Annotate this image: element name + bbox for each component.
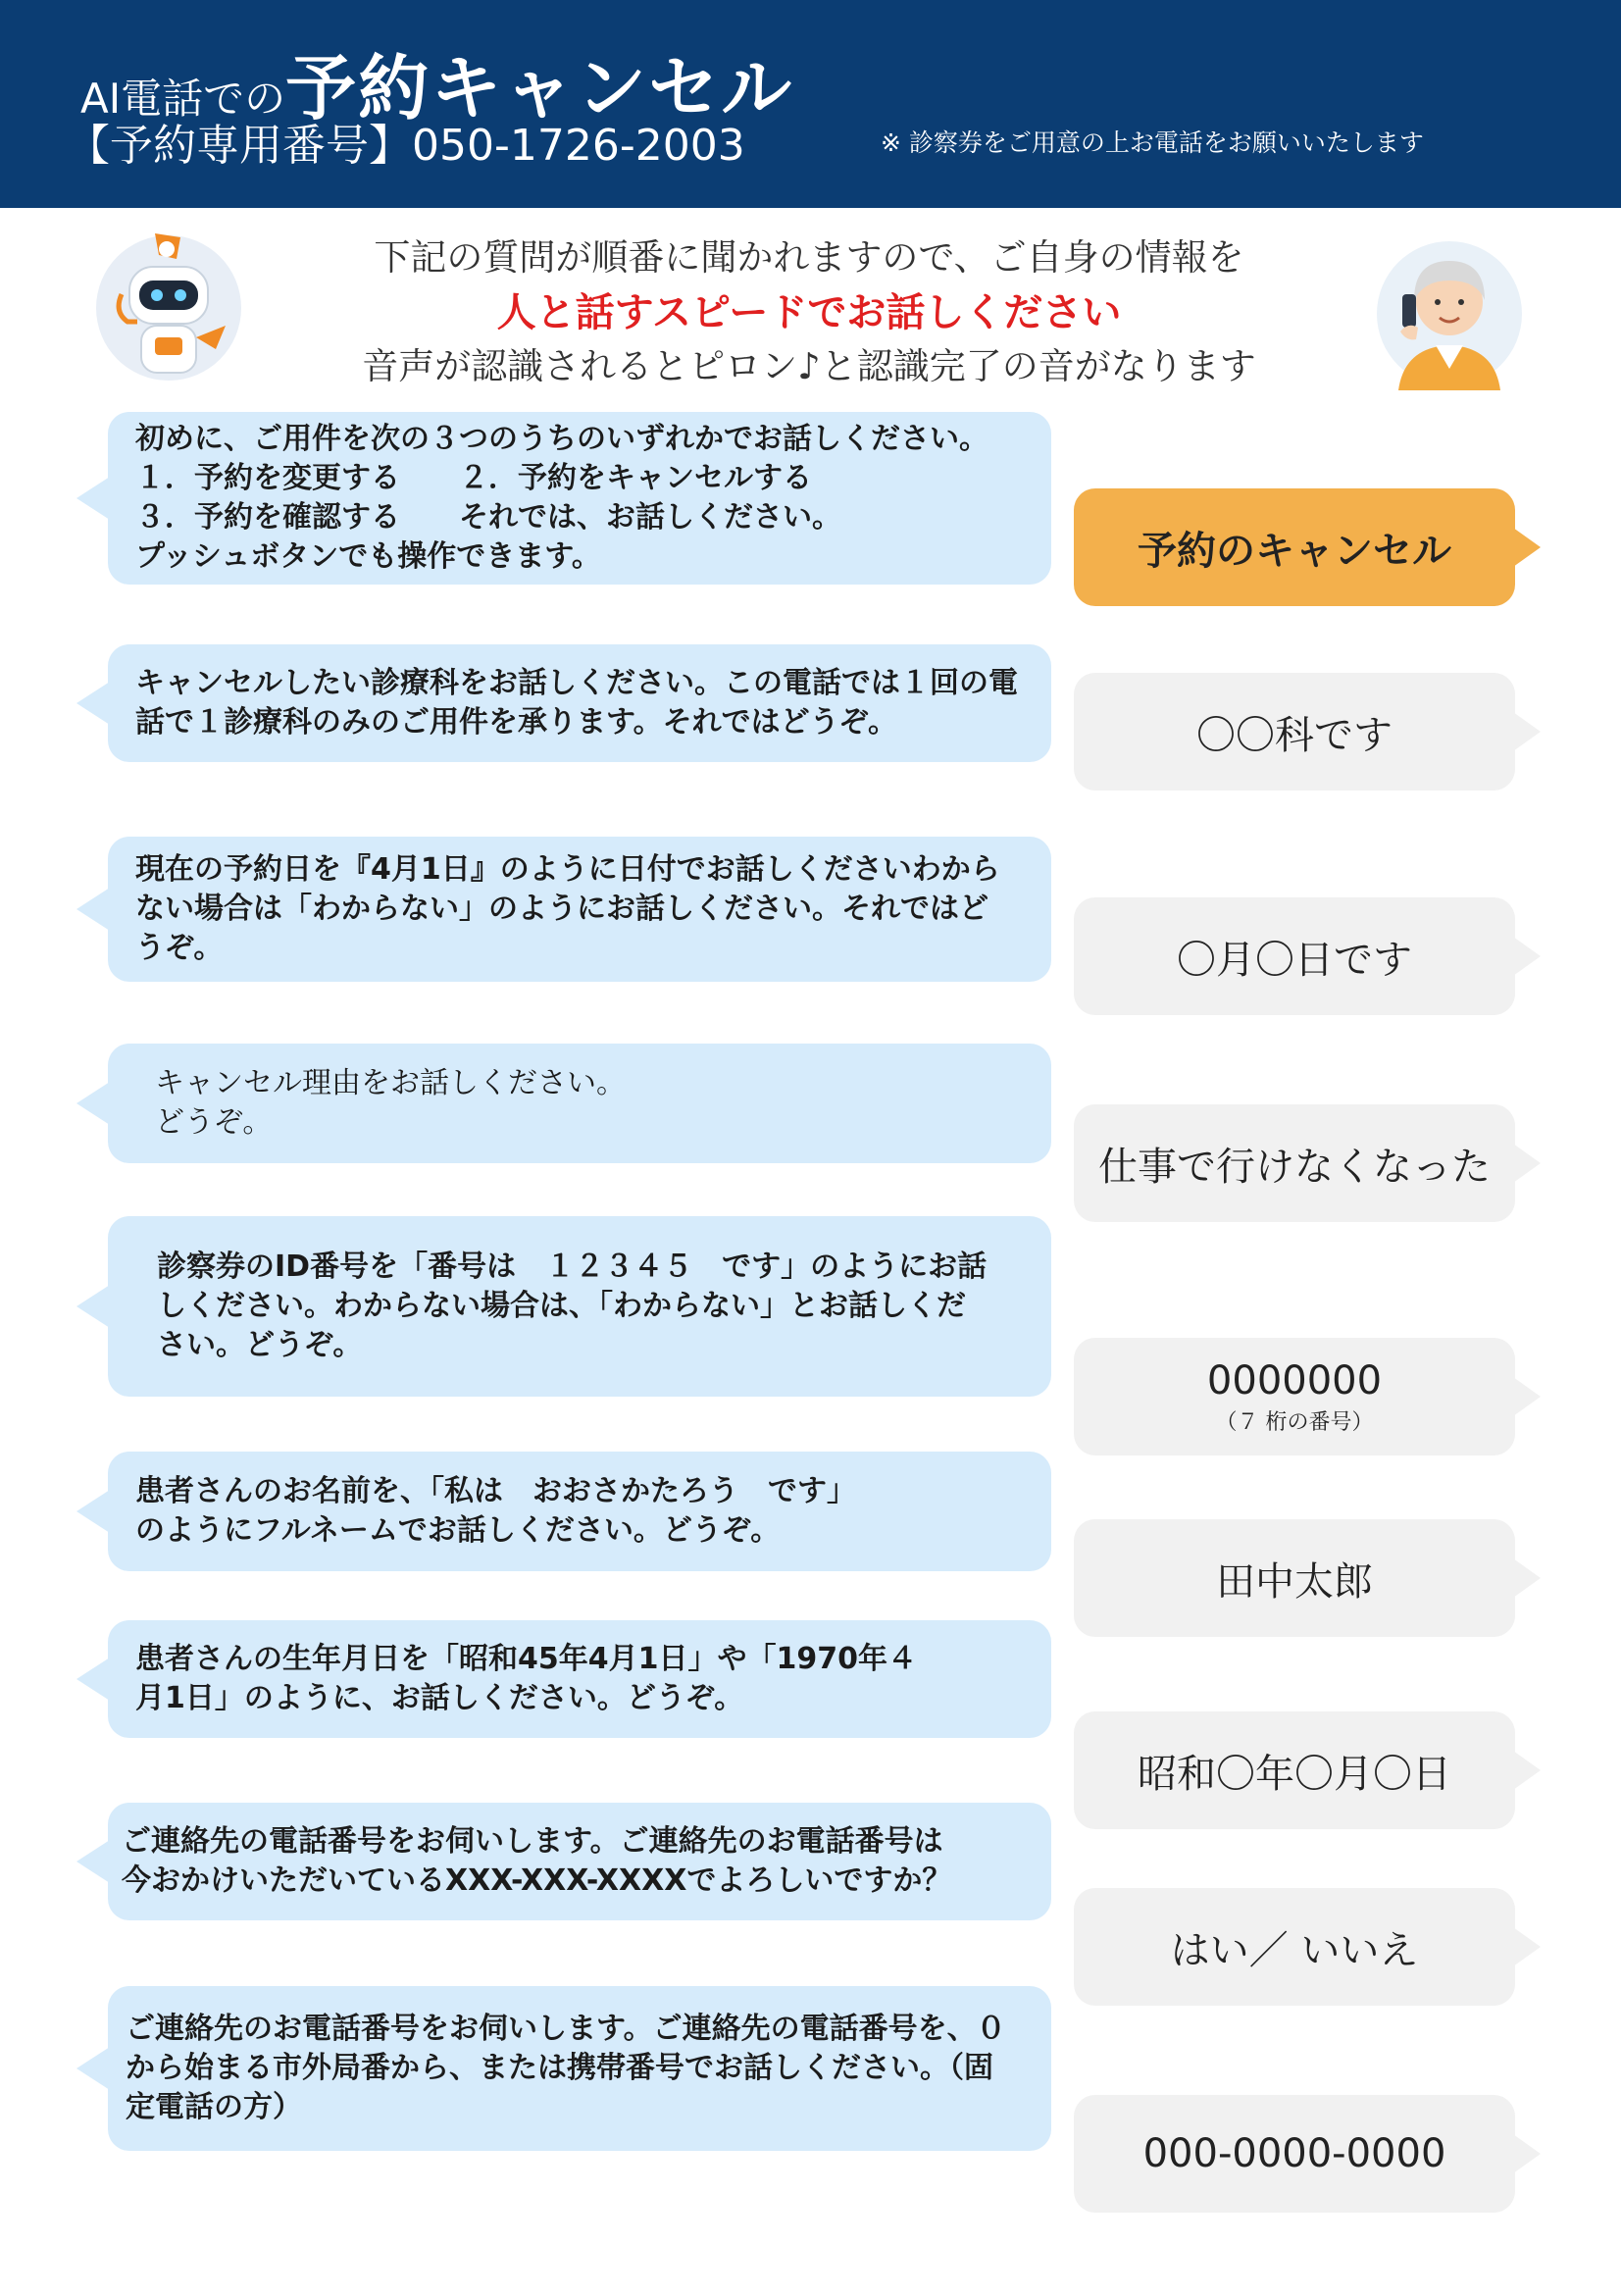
answer-subtext: （７ 桁の番号） [1215, 1409, 1374, 1435]
question-line: 患者さんのお名前を、「私は おおさかたろう です」 [135, 1474, 856, 1508]
answer-text: 000-0000-0000 [1142, 2131, 1446, 2176]
question-line: 診察券のID番号を「番号は １２３４５ です」のようにお話 [157, 1250, 988, 1284]
title-main: 予約キャンセル [285, 47, 794, 129]
answer-text: 0000000 [1206, 1357, 1383, 1403]
question-line: 患者さんの生年月日を「昭和45年4月1日」や「1970年４ [135, 1642, 917, 1676]
answer-text: 〇〇科です [1196, 712, 1393, 758]
question-bubble-5 [108, 1216, 1051, 1397]
answer-text: 仕事で行けなくなった [1098, 1144, 1491, 1190]
intro-line-3: 音声が認識されるとピロン♪と認識完了の音がなります [362, 345, 1256, 387]
question-bubble-1 [108, 412, 1051, 585]
answer-bubble-9 [1074, 2095, 1515, 2213]
question-line: 月1日」のように、お話しください。どうぞ。 [135, 1681, 744, 1715]
question-line: のようにフルネームでお話しください。どうぞ。 [135, 1513, 781, 1548]
answer-text: 昭和〇年〇月〇日 [1138, 1751, 1451, 1797]
answer-text: 田中太郎 [1216, 1558, 1373, 1605]
answer-bubble-3 [1074, 897, 1515, 1015]
question-line: ３．予約を確認する それでは、お話しください。 [135, 500, 841, 535]
question-bubble-6 [108, 1452, 1051, 1571]
reservation-phone-number: 【予約専用番号】050-1726-2003 [67, 121, 745, 171]
answer-bubble-2 [1074, 673, 1515, 791]
header-note: ※ 診察券をご用意の上お電話をお願いいたします [881, 128, 1424, 157]
question-line: ない場合は「わからない」のようにお話しください。それではど [135, 892, 988, 926]
title-prefix: AI電話での [80, 75, 286, 123]
question-line: キャンセルしたい診療科をお話しください。この電話では１回の電 [135, 666, 1018, 700]
question-bubble-4 [108, 1044, 1051, 1163]
question-bubble-7 [108, 1620, 1051, 1738]
intro-line-1: 下記の質問が順番に聞かれますので、ご自身の情報を [374, 236, 1244, 279]
question-line: 現在の予約日を『4月1日』のように日付でお話しくださいわから [135, 852, 1000, 887]
question-bubble-9 [108, 1986, 1051, 2151]
answer-text: 予約のキャンセル [1138, 528, 1451, 574]
question-bubble-3 [108, 837, 1051, 982]
question-line: ご連絡先のお電話番号をお伺いします。ご連絡先の電話番号を、０ [126, 2012, 1006, 2046]
question-line: プッシュボタンでも操作できます。 [135, 539, 601, 574]
intro-line-2: 人と話すスピードでお話しください [496, 290, 1122, 335]
answer-bubble-6 [1074, 1519, 1515, 1637]
answer-bubble-4 [1074, 1104, 1515, 1222]
question-bubble-8 [108, 1803, 1051, 1920]
question-line: ご連絡先の電話番号をお伺いします。ご連絡先のお電話番号は [122, 1824, 943, 1859]
question-line: １．予約を変更する ２．予約をキャンセルする [135, 461, 812, 495]
question-line: しください。わからない場合は、「わからない」とお話しくだ [157, 1289, 966, 1323]
answer-bubble-1 [1074, 488, 1515, 606]
question-line: 今おかけいただいているXXX-XXX-XXXXでよろしいですか？ [122, 1863, 952, 1898]
question-line: 初めに、ご用件を次の３つのうちのいずれかでお話しください。 [135, 422, 988, 456]
question-line: から始まる市外局番から、または携帯番号でお話しください。（固 [126, 2051, 993, 2085]
answer-bubble-8 [1074, 1888, 1515, 2006]
question-line: 定電話の方） [126, 2090, 302, 2124]
answer-bubble-7 [1074, 1711, 1515, 1829]
answer-text: 〇月〇日です [1177, 937, 1412, 983]
question-line: キャンセル理由をお話しください。 [155, 1066, 626, 1100]
answer-text: はい／ いいえ [1170, 1927, 1419, 1973]
question-line: さい。どうぞ。 [157, 1328, 363, 1362]
question-line: 話で１診療科のみのご用件を承ります。それではどうぞ。 [135, 705, 897, 740]
answer-bubble-5 [1074, 1338, 1515, 1455]
question-line: うぞ。 [135, 931, 224, 965]
question-line: どうぞ。 [155, 1105, 273, 1140]
robot-icon [94, 228, 243, 384]
header-banner [0, 0, 1621, 208]
elderly-woman-on-phone-icon [1375, 237, 1524, 390]
question-bubble-2 [108, 644, 1051, 762]
